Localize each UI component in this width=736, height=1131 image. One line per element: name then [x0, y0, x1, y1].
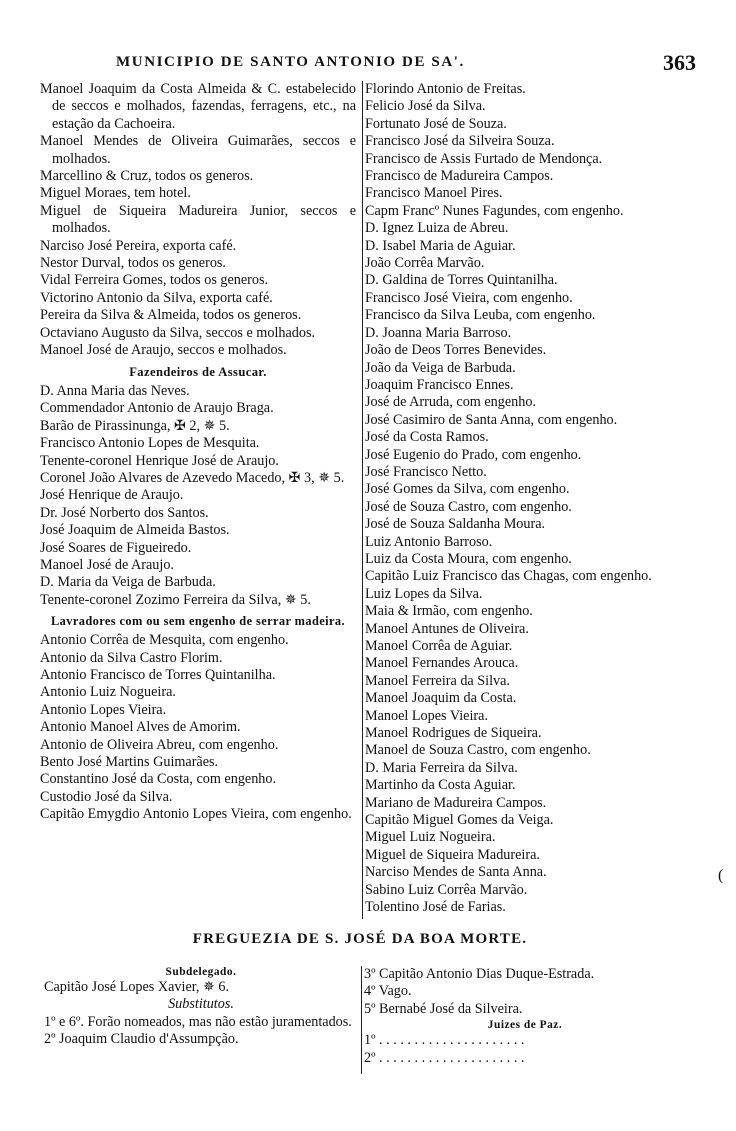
list-item: Manoel José de Araujo, seccos e molhados.: [40, 342, 287, 359]
list-item: José de Souza Saldanha Moura.: [365, 516, 546, 533]
list-item: Antonio Lopes Vieira.: [40, 701, 167, 718]
list-item: José Soares de Figueiredo.: [40, 539, 192, 556]
list-item: Miguel de Siqueira Madureira.: [365, 846, 540, 863]
list-item: Luiz da Costa Moura, com engenho.: [365, 550, 572, 567]
list-item: Nestor Durval, todos os generos.: [40, 255, 226, 272]
margin-mark: (: [718, 867, 724, 884]
list-item: Tolentino José de Farias.: [365, 899, 506, 916]
list-item: Narciso José Pereira, exporta café.: [40, 237, 237, 254]
list-item: Florindo Antonio de Freitas.: [365, 81, 526, 97]
list-item: Capitão Miguel Gomes da Veiga.: [365, 812, 554, 829]
list-item: Luiz Antonio Barroso.: [365, 533, 493, 550]
list-item: Pereira da Silva & Almeida, todos os generos.: [40, 307, 302, 324]
list-item: João de Deos Torres Benevides.: [365, 342, 547, 359]
list-item: Manoel de Souza Castro, com engenho.: [365, 742, 591, 759]
freguezia-right-column: [361, 966, 686, 1074]
list-item: Barão de Pirassinunga, ✠ 2, ✵ 5.: [40, 417, 230, 434]
list-item: José de Arruda, com engenho.: [365, 394, 536, 411]
list-item: D. Joanna Maria Barroso.: [365, 324, 512, 341]
section-heading-fazendeiros: Fazendeiros de Assucar.: [129, 364, 267, 379]
list-item: Fortunato José de Souza.: [365, 115, 507, 132]
list-item: Manoel Rodrigues de Siqueira.: [365, 725, 542, 742]
list-item: Manoel Fernandes Arouca.: [365, 655, 519, 672]
list-item: José Joaquim de Almeida Bastos.: [40, 522, 230, 539]
list-item: José Eugenio do Prado, com engenho.: [365, 446, 582, 463]
list-item: Antonio Francisco de Torres Quintanilha.: [40, 667, 276, 683]
list-item: Marcellino & Cruz, todos os generos.: [40, 168, 254, 185]
list-item: Commendador Antonio de Araujo Braga.: [40, 400, 274, 417]
list-item: Miguel de Siqueira Madureira Junior, seccos e molhados.: [40, 202, 356, 237]
list-item: Dr. José Norberto dos Santos.: [40, 504, 209, 521]
page-title: MUNICIPIO DE SANTO ANTONIO DE SA'.: [116, 54, 465, 70]
subdelegado-name: Capitão José Lopes Xavier, ✵ 6.: [44, 979, 230, 995]
list-item: Felicio José da Silva.: [365, 98, 486, 115]
list-item: José da Costa Ramos.: [365, 429, 489, 446]
list-item: Antonio Corrêa de Mesquita, com engenho.: [40, 632, 289, 649]
list-item: Vidal Ferreira Gomes, todos os generos.: [40, 272, 269, 289]
list-item: Luiz Lopes da Silva.: [365, 585, 483, 602]
list-item: 5º Bernabé José da Silveira.: [364, 1000, 523, 1017]
list-item: José de Souza Castro, com engenho.: [365, 498, 572, 515]
list-item: D. Anna Maria das Neves.: [40, 382, 190, 399]
list-item: D. Maria Ferreira da Silva.: [365, 759, 518, 776]
list-item: Francisco José Vieira, com engenho.: [365, 289, 573, 306]
list-item: Sabino Luiz Corrêa Marvão.: [365, 881, 528, 898]
list-item: Francisco Antonio Lopes de Mesquita.: [40, 435, 260, 452]
list-item: Narciso Mendes de Santa Anna.: [365, 864, 547, 881]
list-item: Miguel Luiz Nogueira.: [365, 829, 496, 846]
section-heading-lavradores: Lavradores com ou sem engenho de serrar madeira.: [50, 614, 346, 629]
list-item: Manoel Lopes Vieira.: [365, 707, 488, 724]
list-item: 2º Joaquim Claudio d'Assumpção.: [44, 1031, 239, 1048]
list-item: 3º Capitão Antonio Dias Duque-Estrada.: [364, 966, 595, 982]
list-item: Victorino Antonio da Silva, exporta café.: [40, 289, 273, 306]
juiz-line: 2º . . . . . . . . . . . . . . . . . . . . .: [364, 1049, 525, 1066]
list-item: Martinho da Costa Aguiar.: [365, 777, 516, 794]
list-item: Capm Francº Nunes Fagundes, com engenho.: [365, 202, 624, 219]
list-item: Bento José Martins Guimarães.: [40, 754, 219, 771]
list-item: José Henrique de Araujo.: [40, 487, 184, 504]
list-item: Manoel Ferreira da Silva.: [365, 672, 510, 689]
list-item: Octaviano Augusto da Silva, seccos e molhados.: [40, 324, 316, 341]
freguezia-title: FREGUEZIA DE S. JOSÉ DA BOA MORTE.: [192, 931, 528, 947]
list-item: Francisco José da Silveira Souza.: [365, 133, 555, 150]
page-number: 363: [663, 50, 696, 75]
list-item: Maia & Irmão, com engenho.: [365, 603, 533, 620]
list-item: Francisco Manoel Pires.: [365, 185, 503, 202]
list-item: Miguel Moraes, tem hotel.: [40, 185, 191, 202]
list-item: D. Maria da Veiga de Barbuda.: [40, 574, 216, 591]
list-item: Antonio Luiz Nogueira.: [40, 684, 176, 701]
list-item: Constantino José da Costa, com engenho.: [40, 771, 277, 788]
list-item: Custodio José da Silva.: [40, 788, 173, 805]
juiz-line: 1º . . . . . . . . . . . . . . . . . . . . .: [364, 1032, 525, 1049]
list-item: Joaquim Francisco Ennes.: [365, 376, 514, 393]
list-item: Manoel Antunes de Oliveira.: [365, 620, 529, 637]
list-item: Manoel José de Araujo.: [40, 556, 174, 573]
list-item: Capitão Emygdio Antonio Lopes Vieira, com engenho.: [40, 806, 352, 823]
list-item: Antonio de Oliveira Abreu, com engenho.: [40, 736, 279, 753]
list-item: Francisco de Assis Furtado de Mendonça.: [365, 150, 603, 167]
list-item: 4º Vago.: [364, 983, 412, 1000]
right-column: [362, 81, 683, 919]
list-item: José Francisco Netto.: [365, 463, 487, 480]
list-item: Manoel Corrêa de Aguiar.: [365, 638, 513, 654]
list-item: Manoel Joaquim da Costa Almeida & C. estabelecido de seccos e molhados, fazendas, ferragens, etc., na estação da Cachoeira.: [40, 81, 356, 132]
list-item: Antonio da Silva Castro Florim.: [40, 649, 223, 666]
juizes-label: Juizes de Paz.: [487, 1019, 563, 1032]
page-header: [36, 52, 696, 80]
list-item: João da Veiga de Barbuda.: [365, 359, 516, 376]
list-item: José Casimiro de Santa Anna, com engenho.: [365, 411, 618, 428]
subdelegado-label: Subdelegado.: [165, 966, 237, 978]
list-item: D. Galdina de Torres Quintanilha.: [365, 272, 558, 289]
list-item: Coronel João Alvares de Azevedo Macedo, ✠ 3, ✵ 5.: [40, 469, 345, 486]
list-item: Francisco de Madureira Campos.: [365, 168, 554, 185]
list-item: Manoel Mendes de Oliveira Guimarães, seccos e molhados.: [40, 133, 356, 167]
list-item: João Corrêa Marvão.: [365, 255, 485, 272]
list-item: Manoel Joaquim da Costa.: [365, 690, 517, 707]
list-item: Antonio Manoel Alves de Amorim.: [40, 719, 241, 736]
list-item: José Gomes da Silva, com engenho.: [365, 481, 570, 498]
list-item: Tenente-coronel Zozimo Ferreira da Silva, ✵ 5.: [40, 591, 311, 608]
left-column: [40, 81, 356, 824]
list-item: Francisco da Silva Leuba, com engenho.: [365, 307, 596, 324]
substitutos-label: Substitutos.: [168, 996, 234, 1013]
freguezia-left-column: [44, 965, 358, 1049]
list-item: 1º e 6º. Forão nomeados, mas não estão juramentados.: [44, 1013, 352, 1030]
list-item: D. Ignez Luiza de Abreu.: [365, 220, 509, 237]
list-item: Mariano de Madureira Campos.: [365, 794, 547, 811]
list-item: Capitão Luiz Francisco das Chagas, com engenho.: [365, 568, 652, 585]
list-item: D. Isabel Maria de Aguiar.: [365, 237, 516, 254]
list-item: Tenente-coronel Henrique José de Araujo.: [40, 452, 279, 469]
